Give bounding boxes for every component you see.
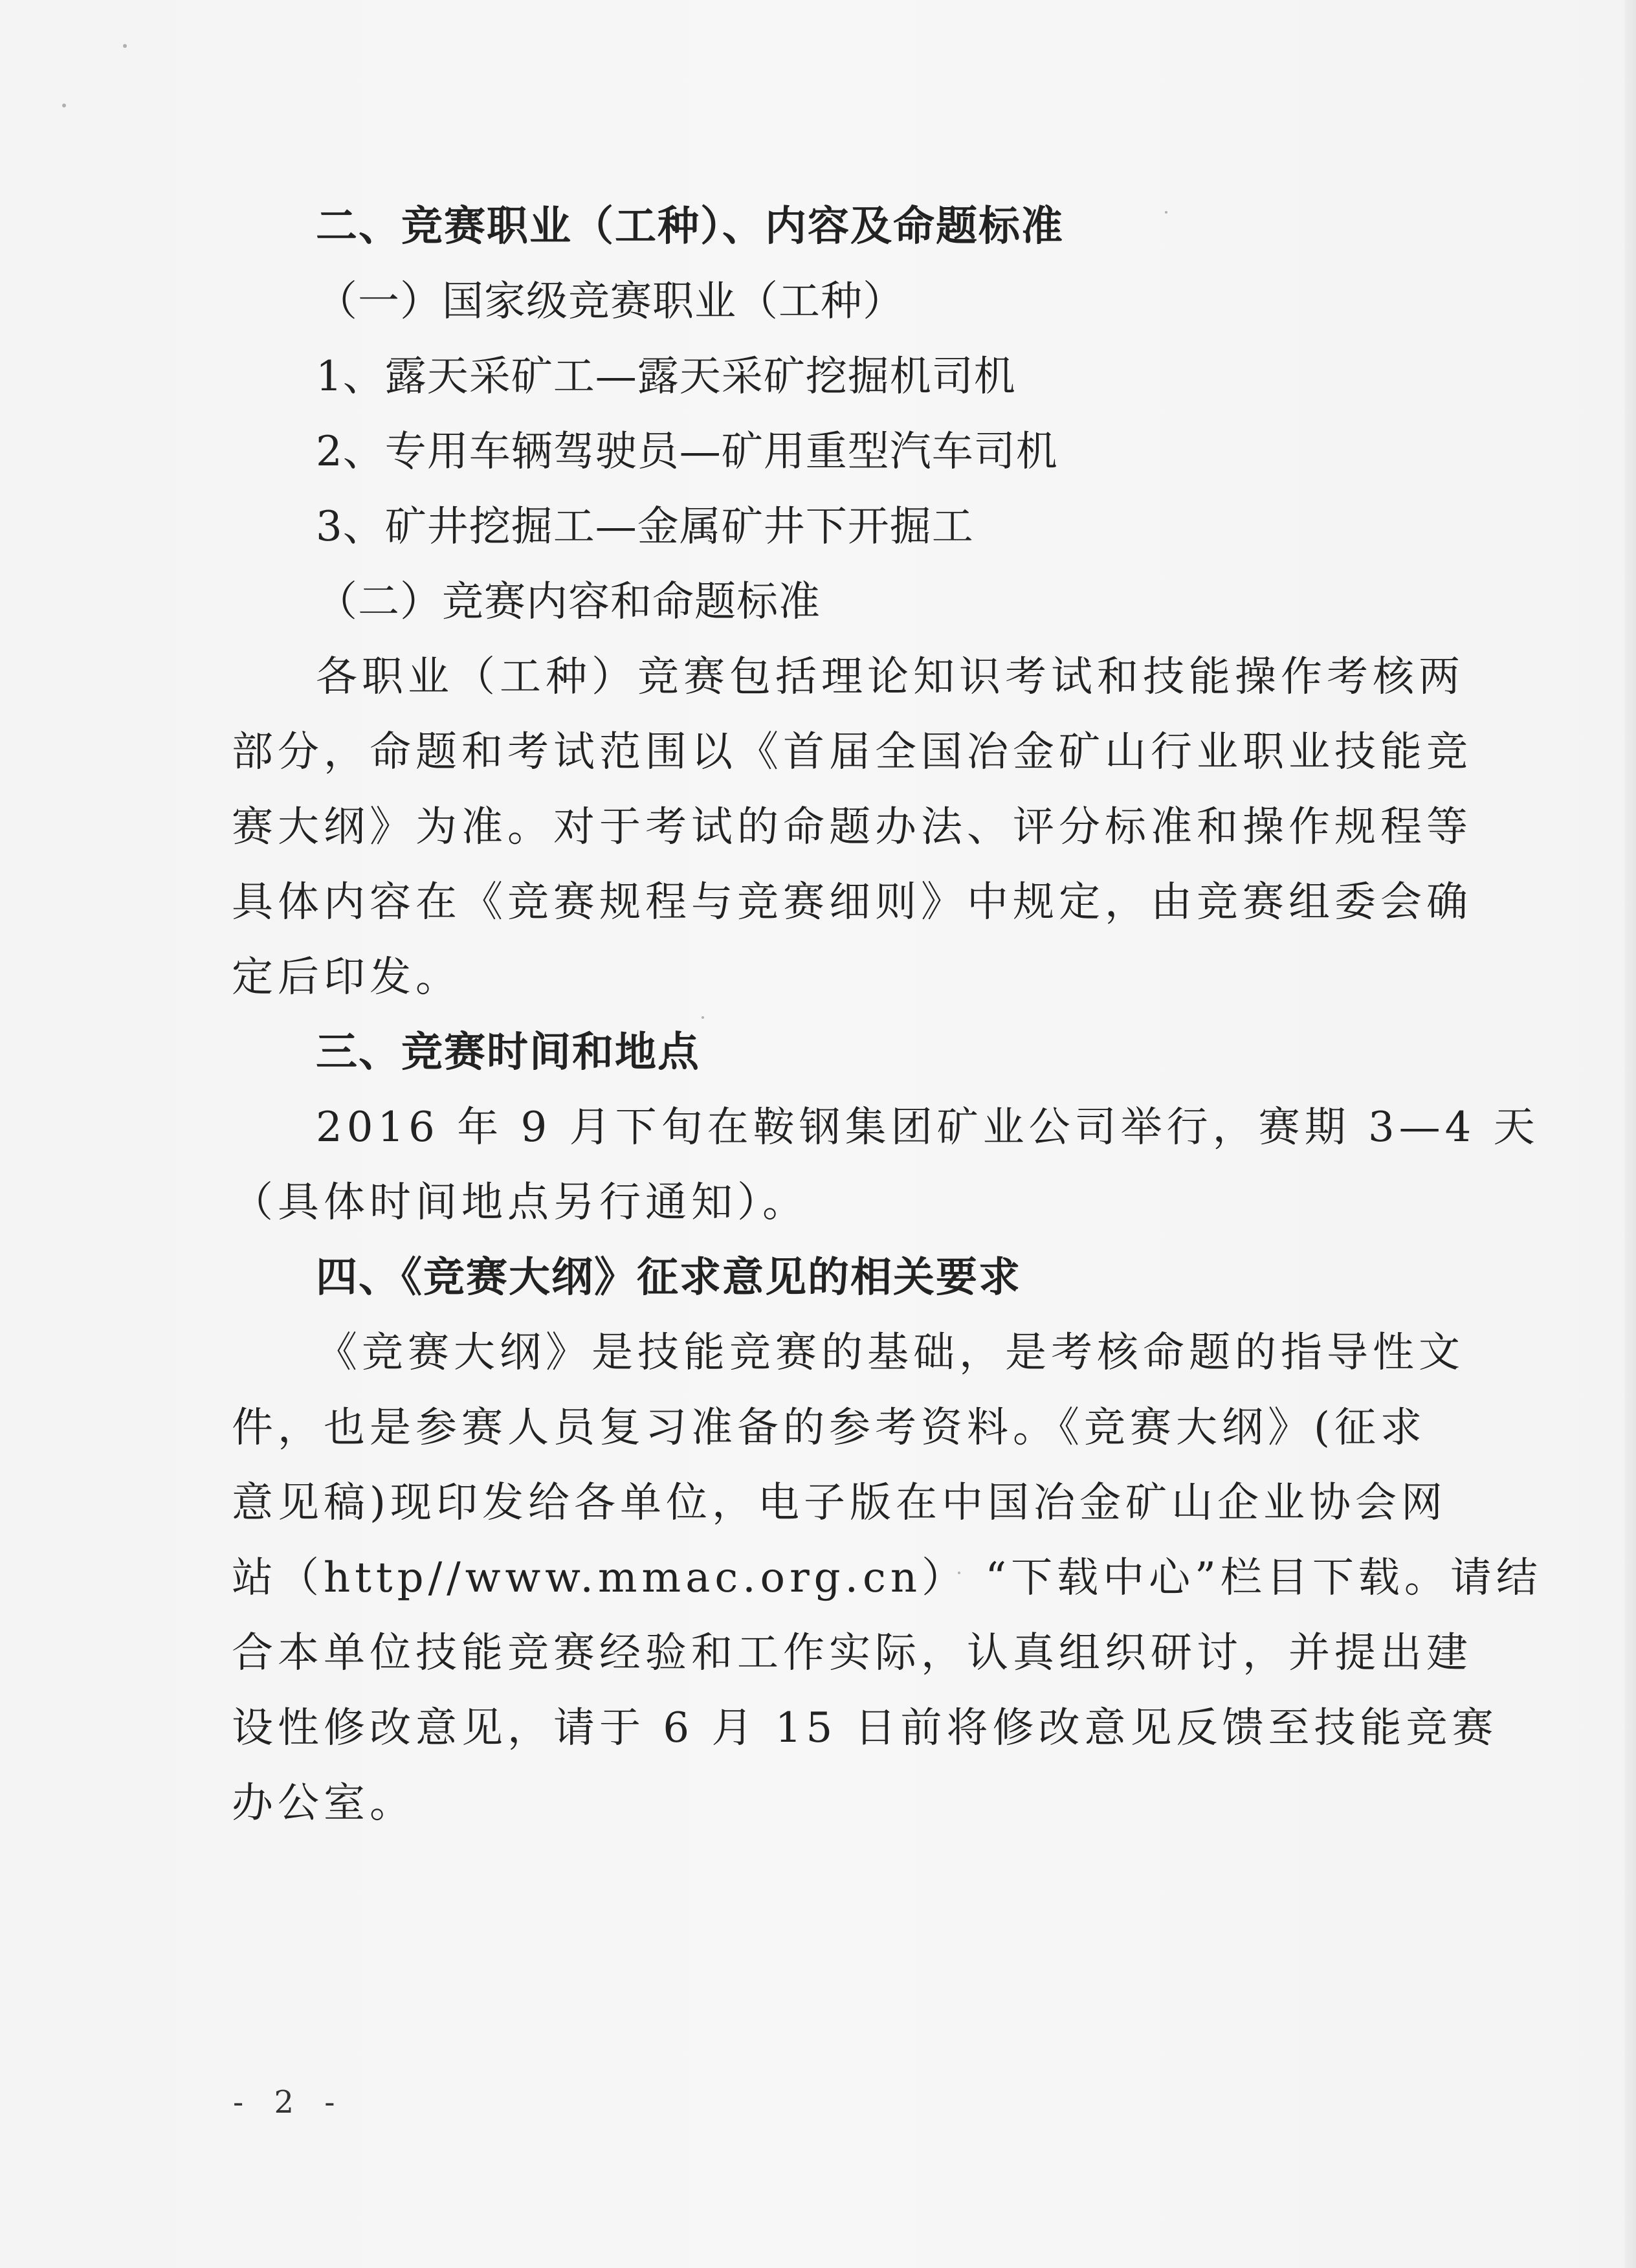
content-paragraph-line: 定后印发。 <box>232 953 461 1001</box>
scan-speck <box>123 44 127 48</box>
outline-requirement-line: 设性修改意见，请于 6 月 15 日前将修改意见反馈至技能竞赛 <box>232 1704 1498 1752</box>
time-location-line: （具体时间地点另行通知）。 <box>232 1179 808 1227</box>
content-paragraph-line: 部分，命题和考试范围以《首届全国冶金矿山行业职业技能竞 <box>232 728 1472 776</box>
subsection-one-heading: （一）国家级竞赛职业（工种） <box>316 278 905 326</box>
content-paragraph-line: 具体内容在《竞赛规程与竞赛细则》中规定，由竞赛组委会确 <box>232 878 1472 926</box>
outline-requirement-line: 办公室。 <box>232 1779 415 1827</box>
outline-requirement-line: 意见稿)现印发给各单位，电子版在中国冶金矿山企业协会网 <box>232 1479 1447 1527</box>
scan-edge-shadow <box>1624 0 1636 2268</box>
outline-requirement-line: 合本单位技能竞赛经验和工作实际，认真组织研讨，并提出建 <box>232 1629 1472 1677</box>
section-four-heading: 四、《竞赛大纲》征求意见的相关要求 <box>316 1254 1021 1302</box>
outline-requirement-line: 《竞赛大纲》是技能竞赛的基础，是考核命题的指导性文 <box>316 1329 1465 1377</box>
occupation-item: 1、露天采矿工—露天采矿挖掘机司机 <box>316 353 1016 401</box>
section-three-heading: 三、竞赛时间和地点 <box>316 1028 700 1076</box>
scan-speck <box>62 104 66 107</box>
section-two-heading: 二、竞赛职业（工种）、内容及命题标准 <box>316 203 1064 250</box>
content-paragraph-line: 各职业（工种）竞赛包括理论知识考试和技能操作考核两 <box>316 653 1465 701</box>
subsection-two-heading: （二）竞赛内容和命题标准 <box>316 578 821 626</box>
outline-requirement-line: 站（http//www.mmac.org.cn） “下载中心”栏目下载。请结 <box>232 1554 1542 1602</box>
document-body <box>232 189 1542 1841</box>
page-number: - 2 - <box>233 2084 346 2120</box>
outline-requirement-line: 件，也是参赛人员复习准备的参考资料。《竞赛大纲》(征求 <box>232 1404 1426 1452</box>
content-paragraph-line: 赛大纲》为准。对于考试的命题办法、评分标准和操作规程等 <box>232 803 1472 851</box>
occupation-item: 2、专用车辆驾驶员—矿用重型汽车司机 <box>316 428 1058 476</box>
occupation-item: 3、矿井挖掘工—金属矿井下开掘工 <box>316 503 974 551</box>
time-location-line: 2016 年 9 月下旬在鞍钢集团矿业公司举行，赛期 3—4 天 <box>316 1104 1540 1151</box>
